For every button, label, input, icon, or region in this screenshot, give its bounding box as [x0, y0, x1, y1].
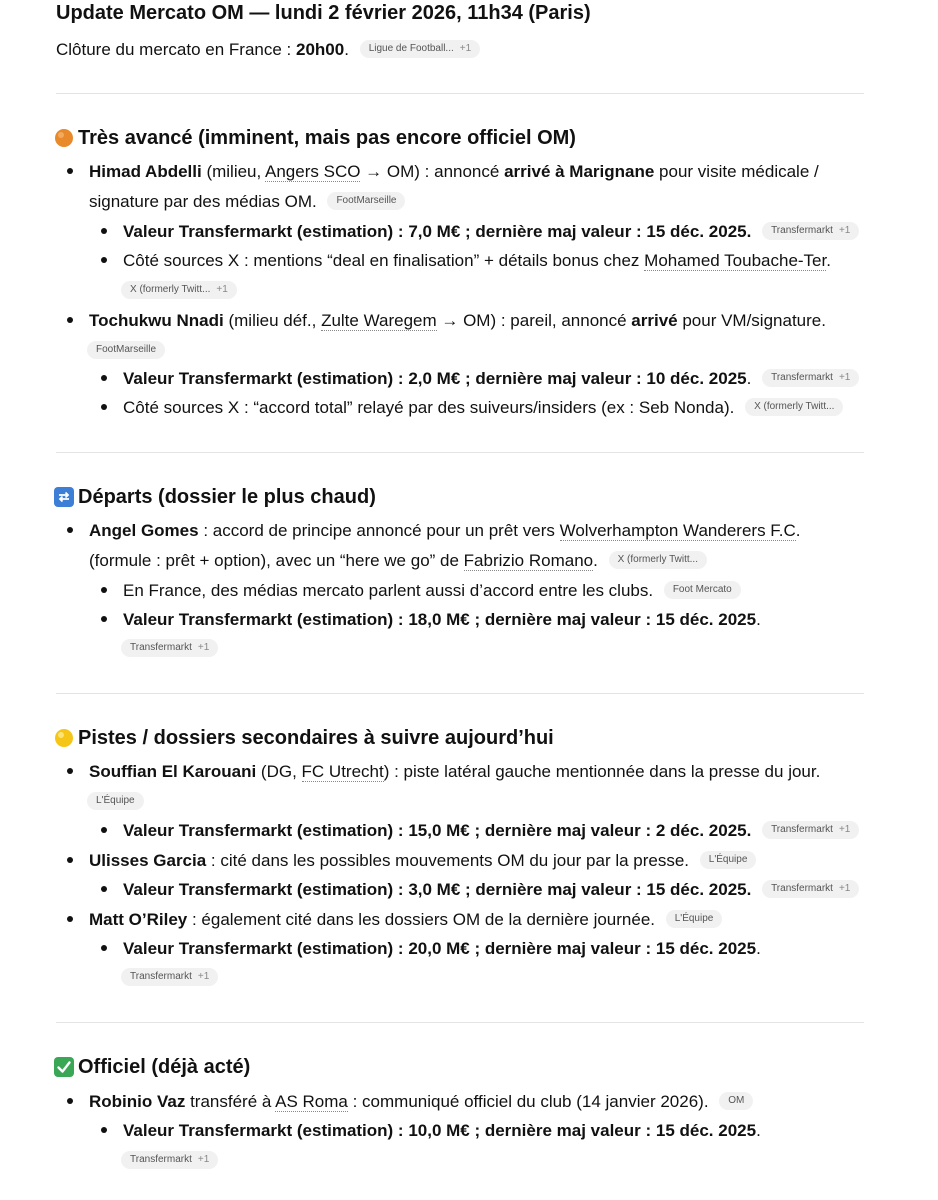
list-item-abdelli: Himad Abdelli (milieu, Angers SCO → OM) : annoncé arrivé à Marignane pour visite médicale /	[89, 162, 819, 181]
karouani-pill-row	[87, 790, 144, 814]
value-line: Valeur Transfermarkt (estimation) : 15,0 M€ ; dernière maj valeur : 2 déc. 2025. Transfermarkt +1	[123, 819, 859, 843]
value-line: Valeur Transfermarkt (estimation) : 3,0 M€ ; dernière maj valeur : 15 déc. 2025. Transfermarkt +1	[123, 878, 859, 902]
list-item-abdelli-line2: signature par des médias OM. FootMarseille	[89, 190, 405, 214]
bullet	[67, 527, 73, 533]
club-link[interactable]: Angers SCO	[265, 162, 361, 181]
closing-time: 20h00	[296, 40, 345, 59]
value-line: Valeur Transfermarkt (estimation) : 20,0 M€ ; dernière maj valeur : 15 déc. 2025.	[123, 939, 761, 958]
bullet	[67, 768, 73, 774]
source-pill[interactable]: X (formerly Twitt...	[609, 551, 707, 569]
source-pill[interactable]: Transfermarkt +1	[762, 880, 859, 898]
source-pill[interactable]: Transfermarkt +1	[121, 1151, 218, 1169]
repeat-arrows-icon	[54, 487, 74, 507]
value-line: Valeur Transfermarkt (estimation) : 18,0 M€ ; dernière maj valeur : 15 déc. 2025.	[123, 610, 761, 629]
section-heading-official: Officiel (déjà acté)	[54, 1053, 250, 1081]
section-heading-advanced: Très avancé (imminent, mais pas encore officiel OM)	[54, 124, 576, 152]
bullet	[101, 375, 107, 381]
bullet	[67, 1098, 73, 1104]
x-sources-line: Côté sources X : “accord total” relayé par des suiveurs/insiders (ex : Seb Nonda). X (formerly Twitt...	[123, 396, 843, 420]
source-pill[interactable]: X (formerly Twitt... +1	[121, 281, 237, 299]
source-pill[interactable]: FootMarseille	[327, 192, 405, 210]
bullet	[101, 1127, 107, 1133]
bullet	[101, 616, 107, 622]
x-sources-pill-row	[121, 279, 237, 303]
sub-item: En France, des médias mercato parlent aussi d’accord entre les clubs. Foot Mercato	[123, 579, 741, 603]
list-item-garcia: Ulisses Garcia : cité dans les possibles mouvements OM du jour par la presse. L'Équipe	[89, 849, 756, 873]
divider	[56, 1022, 864, 1023]
journalist-link[interactable]: Fabrizio Romano	[463, 551, 594, 570]
orange-circle-icon	[54, 128, 74, 148]
bullet	[67, 168, 73, 174]
club-link[interactable]: Wolverhampton Wanderers F.C	[559, 521, 796, 540]
value-pill-row	[121, 966, 218, 990]
bullet	[101, 886, 107, 892]
bullet	[101, 587, 107, 593]
bullet	[101, 945, 107, 951]
list-item-vaz: Robinio Vaz transféré à AS Roma : communiqué officiel du club (14 janvier 2026). OM	[89, 1090, 753, 1114]
bullet	[101, 257, 107, 263]
bullet	[101, 827, 107, 833]
bullet	[67, 317, 73, 323]
source-pill[interactable]: L'Équipe	[666, 910, 723, 928]
bullet	[101, 404, 107, 410]
divider	[56, 93, 864, 94]
source-pill[interactable]: L'Équipe	[87, 792, 144, 810]
value-line: Valeur Transfermarkt (estimation) : 2,0 M€ ; dernière maj valeur : 10 déc. 2025. Transfermarkt +1	[123, 367, 859, 391]
check-mark-icon	[54, 1057, 74, 1077]
bullet	[67, 916, 73, 922]
divider	[56, 693, 864, 694]
source-pill[interactable]: Transfermarkt +1	[762, 369, 859, 387]
bullet	[67, 857, 73, 863]
club-link[interactable]: FC Utrecht	[301, 762, 384, 781]
section-heading-tracks: Pistes / dossiers secondaires à suivre aujourd’hui	[54, 724, 554, 752]
section-heading-departures: Départs (dossier le plus chaud)	[54, 483, 376, 511]
yellow-circle-icon	[54, 728, 74, 748]
source-pill[interactable]: Transfermarkt +1	[121, 639, 218, 657]
x-sources-line: Côté sources X : mentions “deal en finalisation” + détails bonus chez Mohamed Toubache-Ter.	[123, 251, 831, 270]
source-pill[interactable]: Transfermarkt +1	[121, 968, 218, 986]
nnadi-pill-row	[87, 339, 165, 363]
bullet	[101, 228, 107, 234]
value-pill-row	[121, 1149, 218, 1173]
list-item-nnadi: Tochukwu Nnadi (milieu déf., Zulte Waregem → OM) : pareil, annoncé arrivé pour VM/signature.	[89, 311, 826, 330]
list-item-oriley: Matt O’Riley : également cité dans les dossiers OM de la dernière journée. L'Équipe	[89, 908, 722, 932]
mercato-closing-line: Clôture du mercato en France : 20h00. Ligue de Football... +1	[56, 38, 480, 62]
list-item-karouani: Souffian El Karouani (DG, FC Utrecht) : piste latéral gauche mentionnée dans la presse du jour.	[89, 762, 821, 781]
source-pill[interactable]: Foot Mercato	[664, 581, 741, 599]
club-link[interactable]: AS Roma	[275, 1092, 348, 1111]
source-pill[interactable]: Transfermarkt +1	[762, 821, 859, 839]
value-pill-row	[121, 637, 218, 661]
source-pill[interactable]: Transfermarkt +1	[762, 222, 859, 240]
divider	[56, 452, 864, 453]
value-line: Valeur Transfermarkt (estimation) : 10,0 M€ ; dernière maj valeur : 15 déc. 2025.	[123, 1121, 761, 1140]
source-pill[interactable]: X (formerly Twitt...	[745, 398, 843, 416]
value-line: Valeur Transfermarkt (estimation) : 7,0 M€ ; dernière maj valeur : 15 déc. 2025. Transfermarkt +1	[123, 220, 859, 244]
source-pill[interactable]: OM	[719, 1092, 753, 1110]
list-item-gomes-line2: (formule : prêt + option), avec un “here we go” de Fabrizio Romano. X (formerly Twitt...	[89, 549, 707, 573]
source-pill[interactable]: FootMarseille	[87, 341, 165, 359]
source-pill[interactable]: L'Équipe	[700, 851, 757, 869]
list-item-gomes: Angel Gomes : accord de principe annoncé pour un prêt vers Wolverhampton Wanderers F.C.	[89, 521, 801, 540]
club-link[interactable]: Zulte Waregem	[321, 311, 437, 330]
source-pill[interactable]: Ligue de Football... +1	[360, 40, 480, 58]
journalist-link[interactable]: Mohamed Toubache-Ter	[644, 251, 827, 270]
page-title: Update Mercato OM — lundi 2 février 2026, 11h34 (Paris)	[56, 2, 591, 24]
